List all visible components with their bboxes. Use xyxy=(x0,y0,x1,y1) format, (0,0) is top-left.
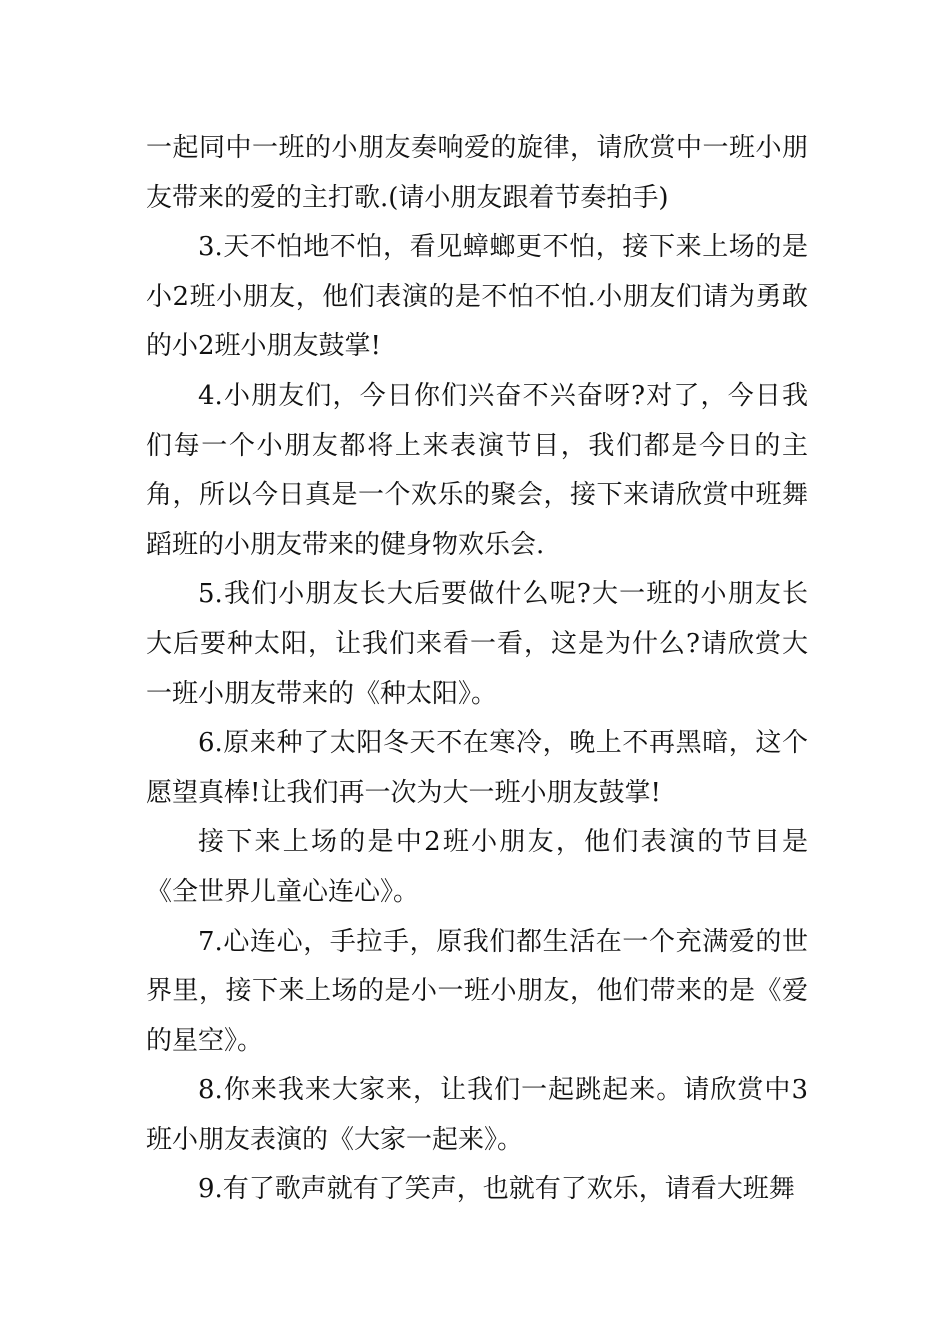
paragraph-item-3: 3.天不怕地不怕，看见蟑螂更不怕，接下来上场的是小2班小朋友，他们表演的是不怕不怕.小朋友们请为勇敢的小2班小朋友鼓掌! xyxy=(146,232,808,362)
paragraph-item-5: 5.我们小朋友长大后要做什么呢?大一班的小朋友长大后要种太阳，让我们来看一看，这是为什么?请欣赏大一班小朋友带来的《种太阳》。 xyxy=(146,579,808,709)
paragraph-next-act: 接下来上场的是中2班小朋友，他们表演的节目是《全世界儿童心连心》。 xyxy=(146,827,808,907)
paragraph-item-4: 4.小朋友们，今日你们兴奋不兴奋呀?对了，今日我们每一个小朋友都将上来表演节目，我们都是今日的主角，所以今日真是一个欢乐的聚会，接下来请欣赏中班舞蹈班的小朋友带来的健身物欢乐会. xyxy=(146,380,808,560)
paragraph-item-6: 6.原来种了太阳冬天不在寒冷，晚上不再黑暗，这个愿望真棒!让我们再一次为大一班小朋友鼓掌! xyxy=(146,728,808,808)
paragraph-item-9: 9.有了歌声就有了笑声，也就有了欢乐，请看大班舞 xyxy=(198,1174,795,1205)
paragraph-item-8: 8.你来我来大家来，让我们一起跳起来。请欣赏中3班小朋友表演的《大家一起来》。 xyxy=(146,1075,808,1155)
document-body xyxy=(146,124,808,1215)
paragraph-item-7: 7.心连心，手拉手，原我们都生活在一个充满爱的世界里，接下来上场的是小一班小朋友，他们带来的是《爱的星空》。 xyxy=(146,926,808,1056)
paragraph-intro: 一起同中一班的小朋友奏响爱的旋律，请欣赏中一班小朋友带来的爱的主打歌.(请小朋友跟着节奏拍手) xyxy=(146,133,808,213)
